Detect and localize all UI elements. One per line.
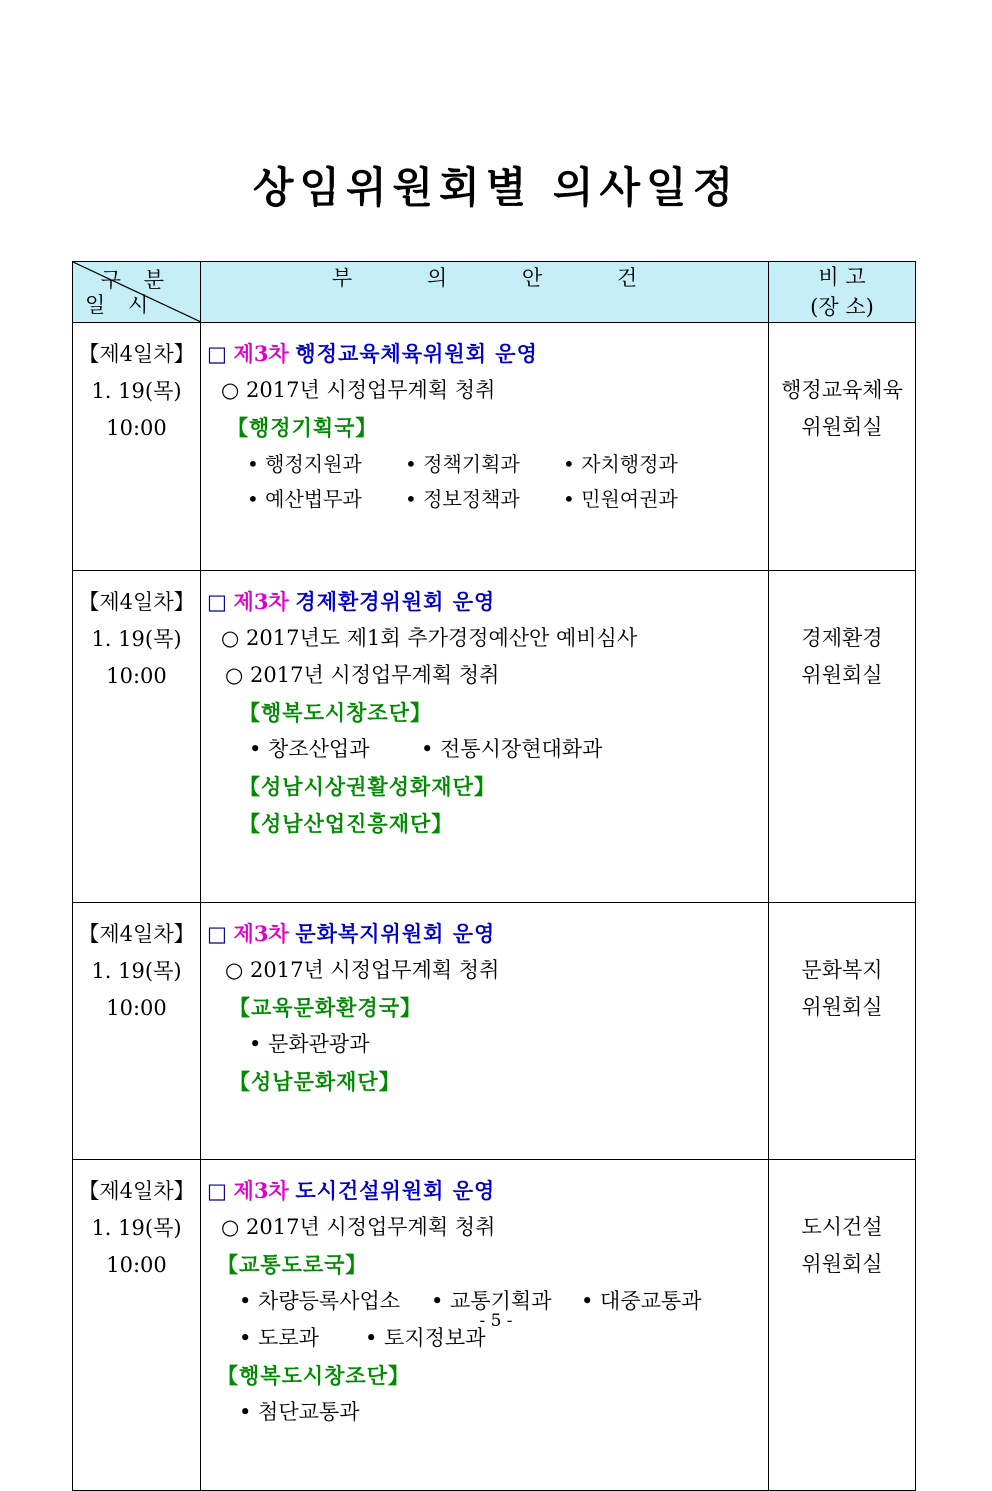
agenda-item: ○ 2017년 시정업무계획 청취 [225, 663, 500, 687]
place-line2: 위원회실 [801, 415, 883, 439]
unit-item: • 전통시장현대화과 [421, 737, 603, 761]
unit-list [207, 1394, 768, 1431]
committee-line [207, 915, 768, 952]
corner-label-category: 구 분 [100, 268, 172, 292]
date-label: 1. 19(목) [91, 627, 182, 651]
unit-item: • 정보정책과 [405, 487, 520, 511]
agenda-header-char: 건 [616, 266, 638, 290]
agenda-header-char: 부 [331, 266, 353, 290]
time-label: 10:00 [106, 1253, 167, 1277]
unit-item: • 문화관광과 [249, 1032, 370, 1056]
agenda-cell [201, 903, 769, 1160]
committee-name: 경제환경위원회 운영 [295, 589, 496, 614]
place-line1: 도시건설 [801, 1215, 883, 1239]
time-label: 10:00 [106, 996, 167, 1020]
session-label: 제3차 [233, 921, 289, 946]
committee-line [207, 583, 768, 620]
square-icon: □ [207, 1179, 227, 1203]
unit-item: • 교통기획과 [431, 1289, 552, 1313]
note-header-cell [769, 262, 916, 323]
date-label: 1. 19(목) [91, 379, 182, 403]
square-icon: □ [207, 590, 227, 614]
agenda-item: ○ 2017년 시정업무계획 청취 [225, 958, 500, 982]
place-line2: 위원회실 [801, 1252, 883, 1276]
department-heading: 【행복도시창조단】 [217, 1363, 411, 1388]
time-label: 10:00 [106, 664, 167, 688]
unit-item: • 행정지원과 [247, 452, 362, 476]
schedule-row [73, 323, 916, 571]
place-line2: 위원회실 [801, 995, 883, 1019]
day-label: 【제4일차】 [78, 1179, 195, 1203]
department-heading: 【교통도로국】 [217, 1252, 368, 1277]
committee-line [207, 335, 768, 372]
date-label: 1. 19(목) [91, 1216, 182, 1240]
unit-item: • 창조산업과 [249, 737, 370, 761]
date-cell [73, 571, 201, 903]
place-line1: 경제환경 [801, 626, 883, 650]
unit-item: • 차량등록사업소 [239, 1289, 401, 1313]
place-line1: 행정교육체육 [781, 378, 903, 402]
department-heading: 【교육문화환경국】 [229, 995, 423, 1020]
place-cell [769, 571, 916, 903]
agenda-cell [201, 571, 769, 903]
note-header-line1: 비 고 [818, 265, 866, 289]
table-header-row [73, 262, 916, 323]
department-heading: 【행정기획국】 [227, 415, 378, 440]
unit-item: • 도로과 [239, 1326, 319, 1350]
unit-item: • 자치행정과 [563, 452, 678, 476]
session-label: 제3차 [233, 589, 289, 614]
day-label: 【제4일차】 [78, 922, 195, 946]
square-icon: □ [207, 342, 227, 366]
department-heading: 【성남문화재단】 [229, 1069, 401, 1094]
agenda-header-char: 안 [521, 266, 543, 290]
place-cell [769, 903, 916, 1160]
place-line2: 위원회실 [801, 663, 883, 687]
unit-item: • 첨단교통과 [239, 1400, 360, 1424]
unit-list [207, 446, 768, 481]
page-number: - 5 - [479, 1311, 513, 1331]
unit-item: • 정책기획과 [405, 452, 520, 476]
day-label: 【제4일차】 [78, 590, 195, 614]
unit-item: • 토지정보과 [365, 1326, 486, 1350]
session-label: 제3차 [233, 341, 289, 366]
department-heading: 【성남산업진흥재단】 [239, 811, 454, 836]
unit-item: • 민원여권과 [563, 487, 678, 511]
session-label: 제3차 [233, 1178, 289, 1203]
date-cell [73, 903, 201, 1160]
schedule-row [73, 903, 916, 1160]
place-cell [769, 323, 916, 571]
unit-item: • 예산법무과 [247, 487, 362, 511]
date-cell [73, 323, 201, 571]
department-heading: 【행복도시창조단】 [239, 700, 433, 725]
note-header-line2: (장 소) [810, 295, 874, 319]
day-label: 【제4일차】 [78, 342, 195, 366]
agenda-item: ○ 2017년 시정업무계획 청취 [221, 1215, 496, 1239]
agenda-header-cell [201, 262, 769, 323]
unit-item: • 대중교통과 [581, 1289, 702, 1313]
page-title: 상임위원회별 의사일정 [252, 163, 740, 212]
agenda-item: ○ 2017년 시정업무계획 청취 [221, 378, 496, 402]
corner-header-cell [73, 262, 201, 323]
unit-list [207, 1026, 768, 1063]
time-label: 10:00 [106, 416, 167, 440]
department-heading: 【성남시상권활성화재단】 [239, 774, 496, 799]
schedule-table [72, 261, 916, 1491]
committee-name: 행정교육체육위원회 운영 [295, 341, 538, 366]
committee-line [207, 1172, 768, 1209]
square-icon: □ [207, 922, 227, 946]
date-label: 1. 19(목) [91, 959, 182, 983]
unit-list [207, 481, 768, 516]
committee-name: 도시건설위원회 운영 [295, 1178, 496, 1203]
agenda-header-char: 의 [426, 266, 448, 290]
place-line1: 문화복지 [801, 958, 883, 982]
agenda-cell [201, 323, 769, 571]
corner-label-datetime: 일 시 [85, 293, 157, 317]
unit-list [207, 731, 768, 768]
agenda-item: ○ 2017년도 제1회 추가경정예산안 예비심사 [221, 626, 638, 650]
committee-name: 문화복지위원회 운영 [295, 921, 496, 946]
schedule-row [73, 571, 916, 903]
